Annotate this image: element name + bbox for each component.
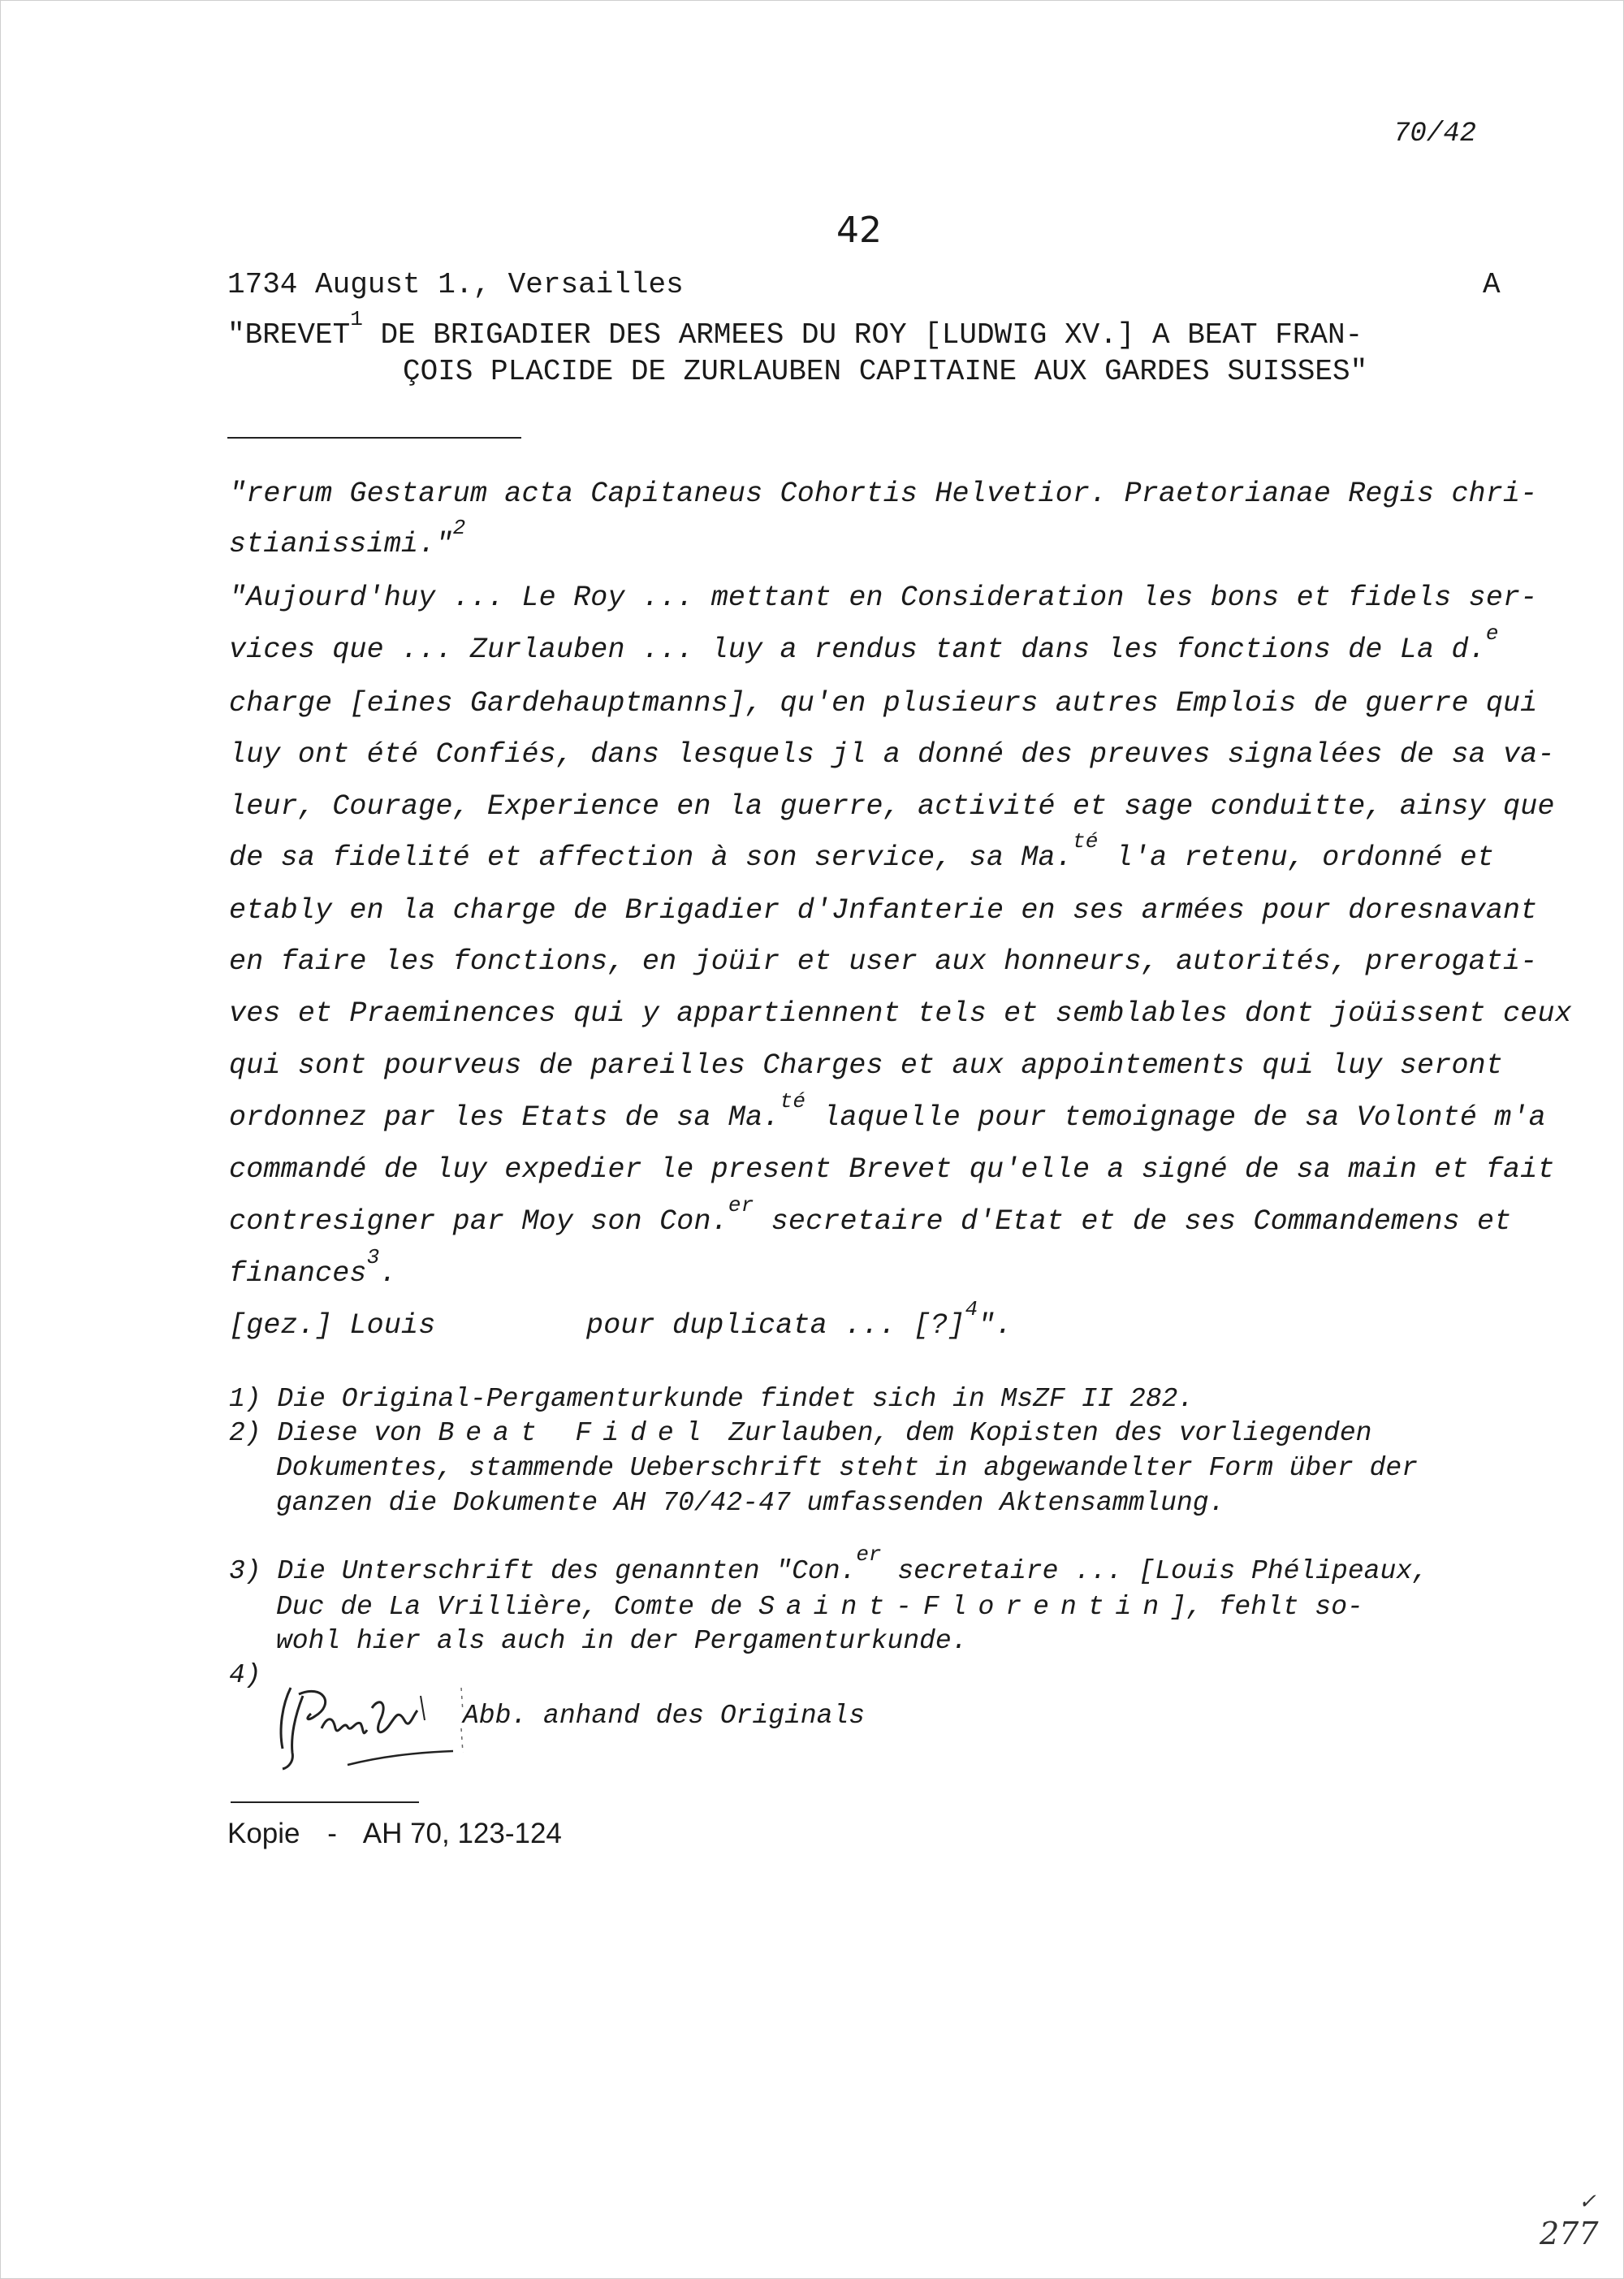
signature-facsimile-image: [258, 1671, 469, 1777]
latin-quote-line1: "rerum Gestarum acta Capitaneus Cohortis Helvetior. Praetorianae Regis chri-: [229, 478, 1538, 510]
body-line-6: [229, 829, 1495, 874]
body-line-10: qui sont pourveus de pareilles Charges et aux appointements qui luy seront: [229, 1049, 1504, 1082]
source-ref: AH 70, 123-124: [362, 1818, 562, 1849]
body-text: contresigner par Moy son Con.: [229, 1205, 728, 1238]
source-label: Kopie: [227, 1818, 300, 1849]
footnote-text: 2) Diese von: [229, 1418, 438, 1448]
body-line-11: [229, 1089, 1546, 1134]
quote-text: stianissimi.": [229, 528, 453, 560]
footnote-3-line3: wohl hier als auch in der Pergamenturkunde.: [276, 1626, 968, 1656]
body-text: l'a retenu, ordonné et: [1098, 841, 1495, 874]
footnote-text: ], fehlt so-: [1170, 1592, 1363, 1622]
superscript: er: [728, 1193, 754, 1217]
footnote-2-line3: ganzen die Dokumente AH 70/42-47 umfassenden Aktensammlung.: [276, 1488, 1225, 1518]
footnote-text: Duc de La Vrillière, Comte de: [276, 1592, 759, 1622]
document-title-line1: [227, 307, 1363, 352]
date-place: 1734 August 1., Versailles: [227, 268, 684, 301]
body-line-9: ves et Praeminences qui y appartiennent tels et semblables dont joüissent ceux: [229, 997, 1572, 1030]
footnote-divider: [231, 1801, 419, 1803]
body-text: ".: [978, 1309, 1013, 1342]
body-line-14: [229, 1245, 397, 1290]
source-dash: -: [327, 1818, 337, 1849]
body-line-12: commandé de luy expedier le present Brevet qu'elle a signé de sa main et fait: [229, 1153, 1555, 1186]
document-title-line2: ÇOIS PLACIDE DE ZURLAUBEN CAPITAINE AUX GARDES SUISSES": [403, 355, 1368, 388]
footnote-2-line1: [229, 1418, 1371, 1448]
footnote-ref: 4: [965, 1297, 978, 1321]
body-text: ordonnez par les Etats de sa Ma.: [229, 1101, 780, 1134]
document-number: 42: [836, 210, 882, 251]
superscript: té: [1072, 829, 1099, 854]
archive-reference: 70/42: [1393, 119, 1477, 149]
footnote-3-line1: [229, 1542, 1428, 1586]
footnote-1: 1) Die Original-Pergamenturkunde findet sich in MsZF II 282.: [229, 1384, 1194, 1414]
body-text: .: [379, 1257, 397, 1290]
body-text: de sa fidelité et affection à son service, sa Ma.: [229, 841, 1073, 874]
handwritten-page-number: 277: [1540, 2216, 1599, 2251]
footnote-ref: 1: [350, 307, 363, 331]
body-line-7: etably en la charge de Brigadier d'Jnfanterie en ses armées pour doresnavant: [229, 894, 1538, 927]
body-line-5: leur, Courage, Experience en la guerre, activité et sage conduitte, ainsy que: [229, 790, 1555, 823]
spaced-name: Beat Fidel: [438, 1418, 713, 1448]
body-text: secretaire d'Etat et de ses Commandemens et: [754, 1205, 1512, 1238]
source-reference: [227, 1818, 562, 1850]
footnote-ref: 3: [366, 1245, 380, 1269]
check-mark: ✓: [1579, 2190, 1596, 2214]
body-text: finances: [229, 1257, 367, 1290]
section-letter: A: [1483, 268, 1501, 301]
body-line-8: en faire les fonctions, en joüir et user aux honneurs, autorités, prerogati-: [229, 945, 1538, 978]
footnote-3-line2: [276, 1592, 1363, 1622]
title-text: "BREVET: [227, 318, 351, 352]
title-divider: [227, 437, 521, 439]
footnote-2-line2: Dokumentes, stammende Ueberschrift steht in abgewandelter Form über der: [276, 1453, 1419, 1483]
footnote-4-number: 4): [229, 1660, 261, 1690]
duplicata-note: [586, 1297, 1013, 1342]
body-line-4: luy ont été Confiés, dans lesquels jl a donné des preuves signalées de sa va-: [229, 738, 1555, 771]
body-line-3: charge [eines Gardehauptmanns], qu'en plusieurs autres Emplois de guerre qui: [229, 687, 1538, 720]
superscript: e: [1485, 621, 1499, 646]
footnote-text: Zurlauben, dem Kopisten des vorliegenden: [712, 1418, 1372, 1448]
title-text: DE BRIGADIER DES ARMEES DU ROY [LUDWIG XV.] A BEAT FRAN-: [362, 318, 1363, 352]
body-line-13: [229, 1193, 1512, 1238]
superscript: er: [856, 1542, 882, 1567]
footnote-text: secretaire ... [Louis Phélipeaux,: [881, 1556, 1428, 1586]
superscript: té: [780, 1089, 806, 1114]
footnote-text: 3) Die Unterschrift des genannten "Con.: [229, 1556, 857, 1586]
body-text: pour duplicata ... [?]: [586, 1309, 965, 1342]
footnote-ref: 2: [452, 516, 466, 540]
spaced-name: Saint-Florentin: [758, 1592, 1171, 1622]
body-line-2: [229, 621, 1499, 666]
latin-quote-line2: [229, 516, 466, 560]
body-text: vices que ... Zurlauben ... luy a rendus tant dans les fonctions de La d.: [229, 634, 1486, 666]
body-line-1: "Aujourd'huy ... Le Roy ... mettant en Consideration les bons et fidels ser-: [229, 582, 1538, 614]
footnote-4-text: Abb. anhand des Originals: [463, 1701, 866, 1731]
body-text: laquelle pour temoignage de sa Volonté m'a: [806, 1101, 1546, 1134]
signature-king: [gez.] Louis: [229, 1309, 436, 1342]
